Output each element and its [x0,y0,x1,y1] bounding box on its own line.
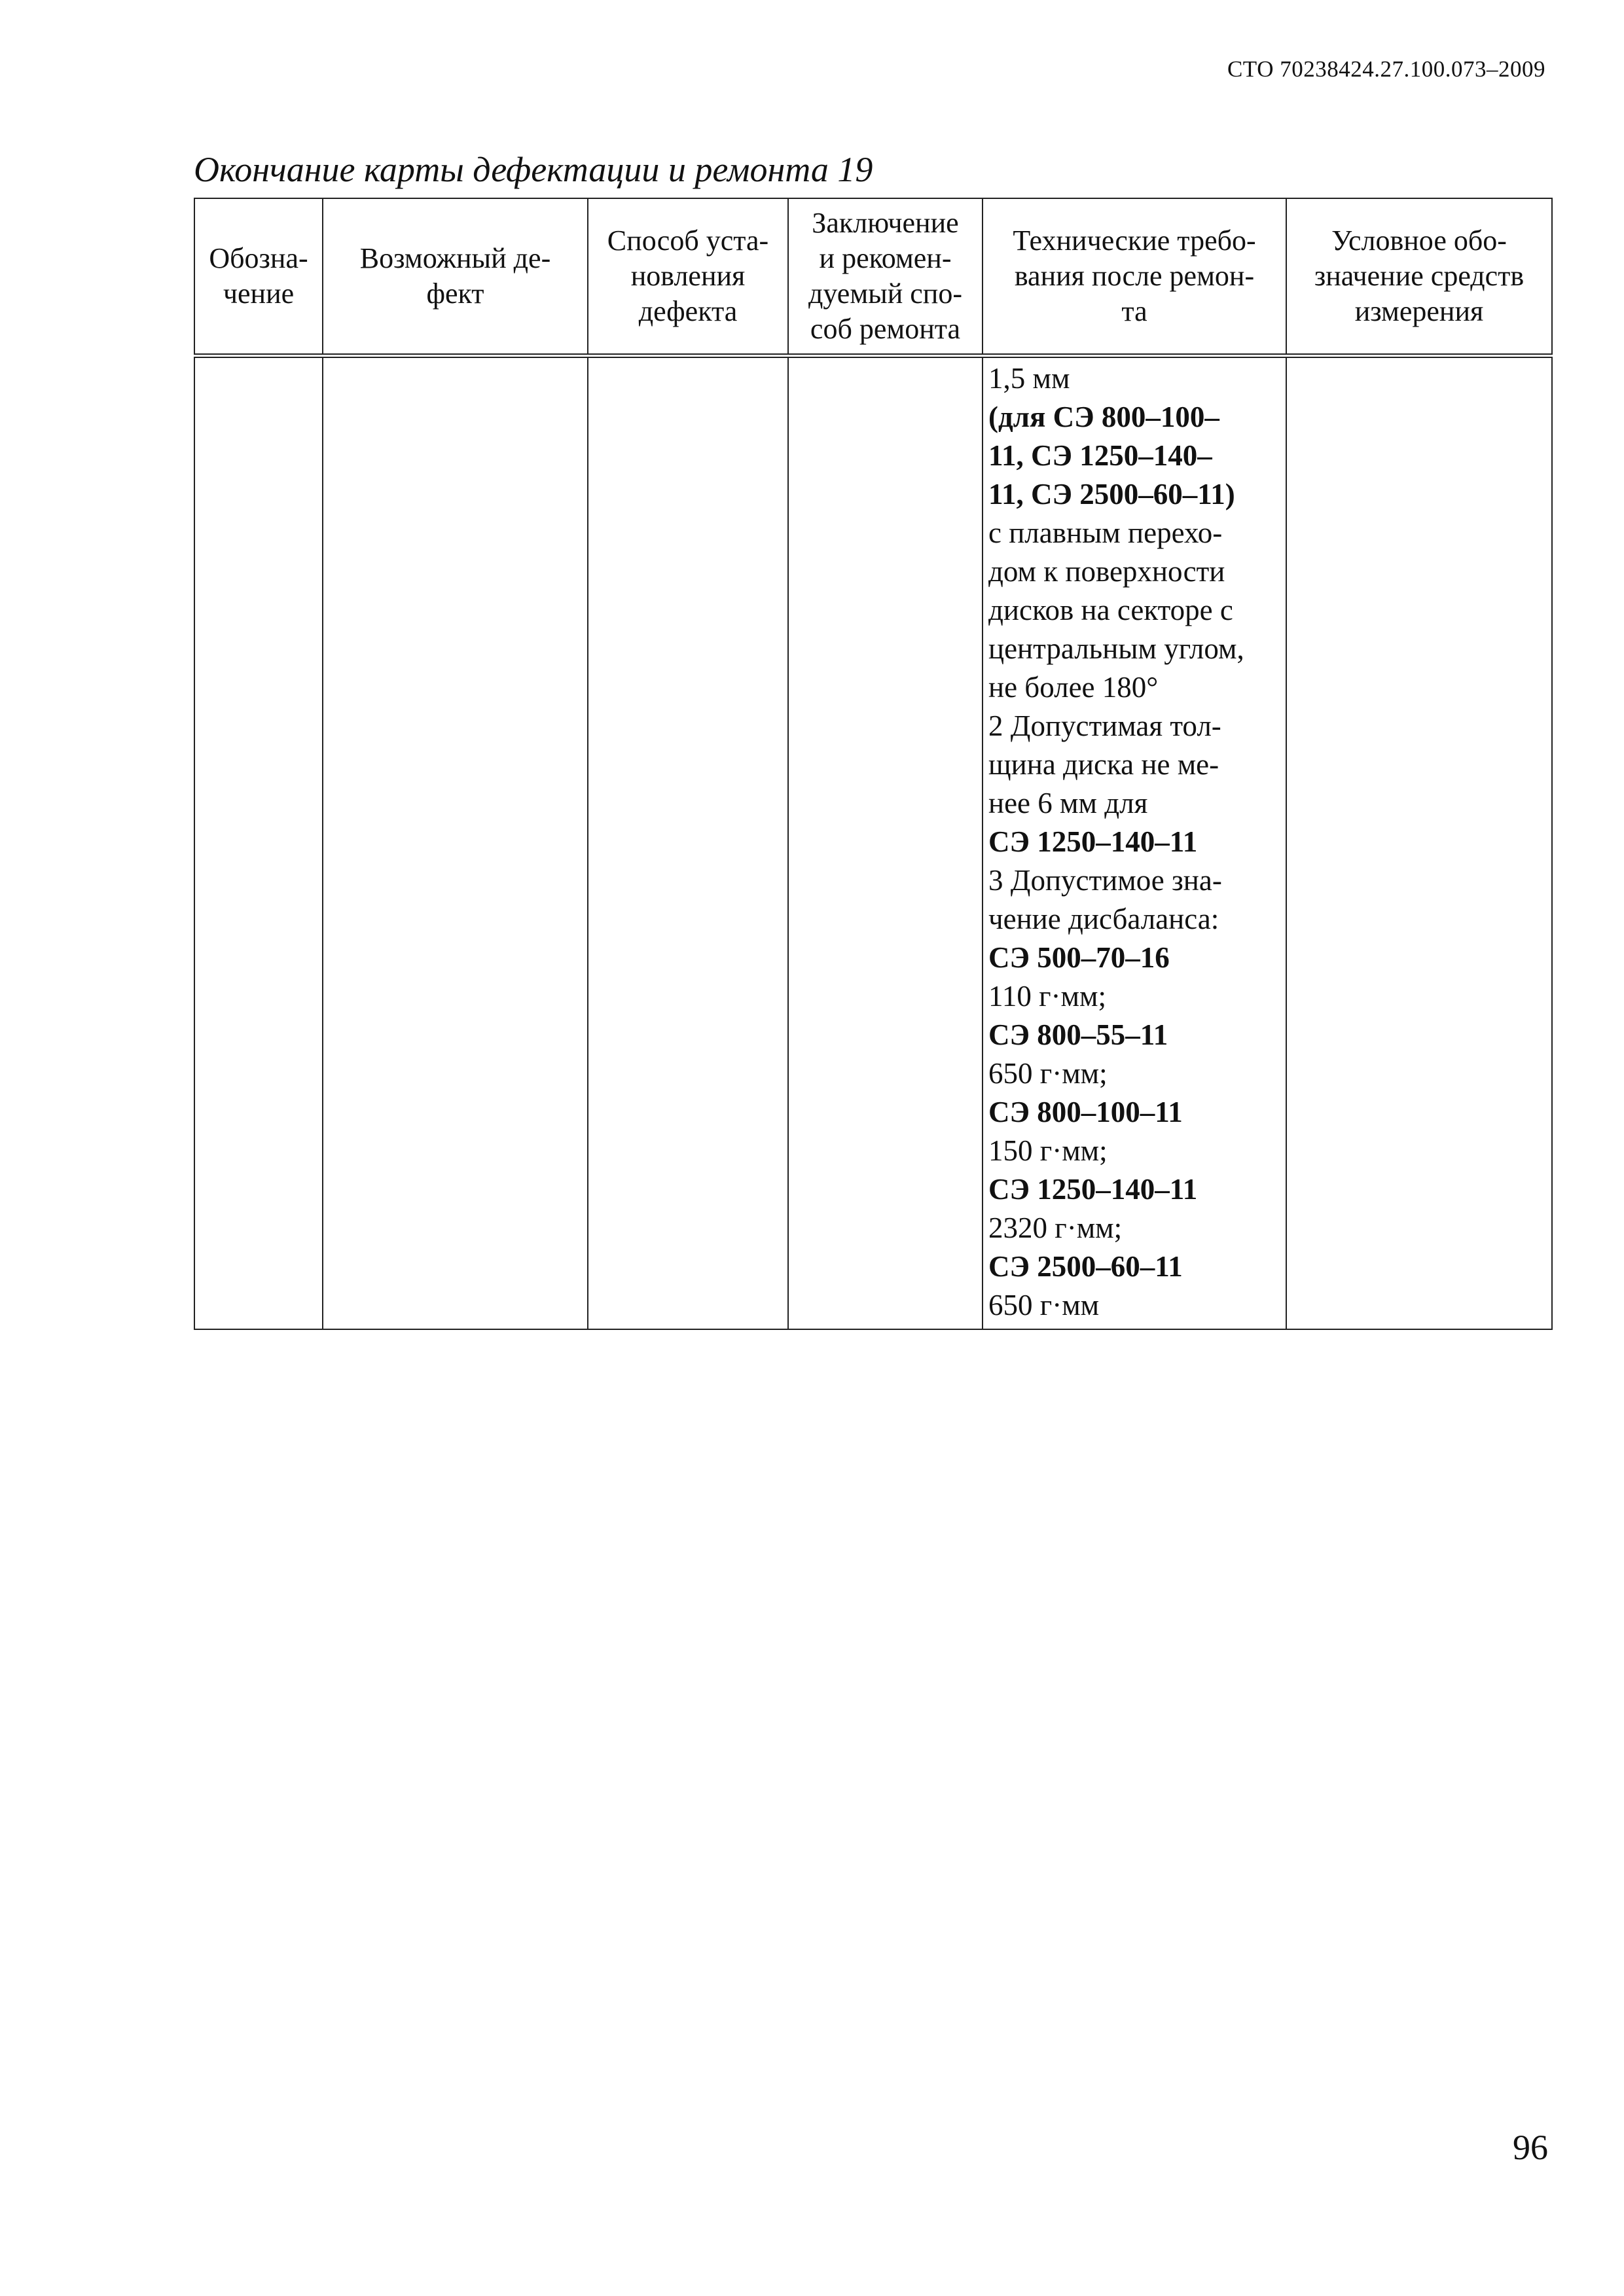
requirement-line: (для СЭ 800–100– [988,401,1219,433]
requirement-line: 650 г·мм [988,1289,1100,1321]
requirement-line: 650 г·мм; [988,1057,1108,1090]
requirement-line: 11, СЭ 2500–60–11) [988,478,1235,511]
document-code: СТО 70238424.27.100.073–2009 [1227,56,1545,82]
requirement-line: СЭ 2500–60–11 [988,1250,1183,1283]
requirement-line: щина диска не ме- [988,748,1219,781]
defect-repair-table [194,198,1553,1330]
header-line: Заключение [812,207,959,239]
cell-conclusion [788,356,983,1330]
table-header-row [194,198,1552,356]
header-designation [194,198,323,356]
header-line: измерения [1354,295,1484,327]
header-line: Обозна- [209,242,308,274]
header-line: вания после ремон- [1014,260,1255,292]
requirement-line: дисков на секторе с [988,594,1233,626]
header-line: новления [630,260,746,292]
cell-possible-defect [323,356,588,1330]
table-caption: Окончание карты дефектации и ремонта 19 [194,150,873,189]
header-line: Условное обо- [1331,224,1507,257]
requirement-line: СЭ 1250–140–11 [988,825,1198,858]
requirement-line: 2 Допустимая тол- [988,709,1221,742]
header-line: фект [426,278,484,310]
header-line: и рекомен- [819,242,952,274]
requirement-line: нее 6 мм для [988,787,1148,819]
cell-detection-method [588,356,788,1330]
requirement-line: 2320 г·мм; [988,1211,1123,1244]
requirement-line: 150 г·мм; [988,1134,1108,1167]
header-line: дуемый спо- [808,278,963,310]
cell-designation [194,356,323,1330]
requirement-line: СЭ 800–55–11 [988,1018,1168,1051]
header-line: Технические требо- [1013,224,1256,257]
requirement-line: 1,5 мм [988,362,1070,395]
requirement-line: с плавным перехо- [988,516,1223,549]
requirement-line: СЭ 800–100–11 [988,1096,1183,1128]
requirement-line: СЭ 1250–140–11 [988,1173,1198,1206]
header-line: дефекта [638,295,738,327]
requirement-line: чение дисбаланса: [988,903,1219,935]
header-line: та [1121,295,1147,327]
cell-technical-requirements [983,356,1286,1330]
header-technical-requirements [983,198,1286,356]
header-line: Способ уста- [607,224,769,257]
header-detection-method [588,198,788,356]
table-row [194,356,1552,1330]
header-possible-defect [323,198,588,356]
header-measuring-instruments [1286,198,1552,356]
requirement-line: не более 180° [988,671,1159,704]
requirement-line: центральным углом, [988,632,1244,665]
header-line: соб ремонта [810,313,961,345]
requirement-line: 110 г·мм; [988,980,1106,1013]
cell-measuring-instruments [1286,356,1552,1330]
page-number: 96 [1513,2128,1548,2167]
requirement-line: 11, СЭ 1250–140– [988,439,1212,472]
header-line: значение средств [1314,260,1525,292]
header-conclusion [788,198,983,356]
header-line: чение [223,278,295,310]
requirement-line: СЭ 500–70–16 [988,941,1170,974]
requirement-line: дом к поверхности [988,555,1225,588]
requirement-line: 3 Допустимое зна- [988,864,1222,897]
header-line: Возможный де- [359,242,551,274]
